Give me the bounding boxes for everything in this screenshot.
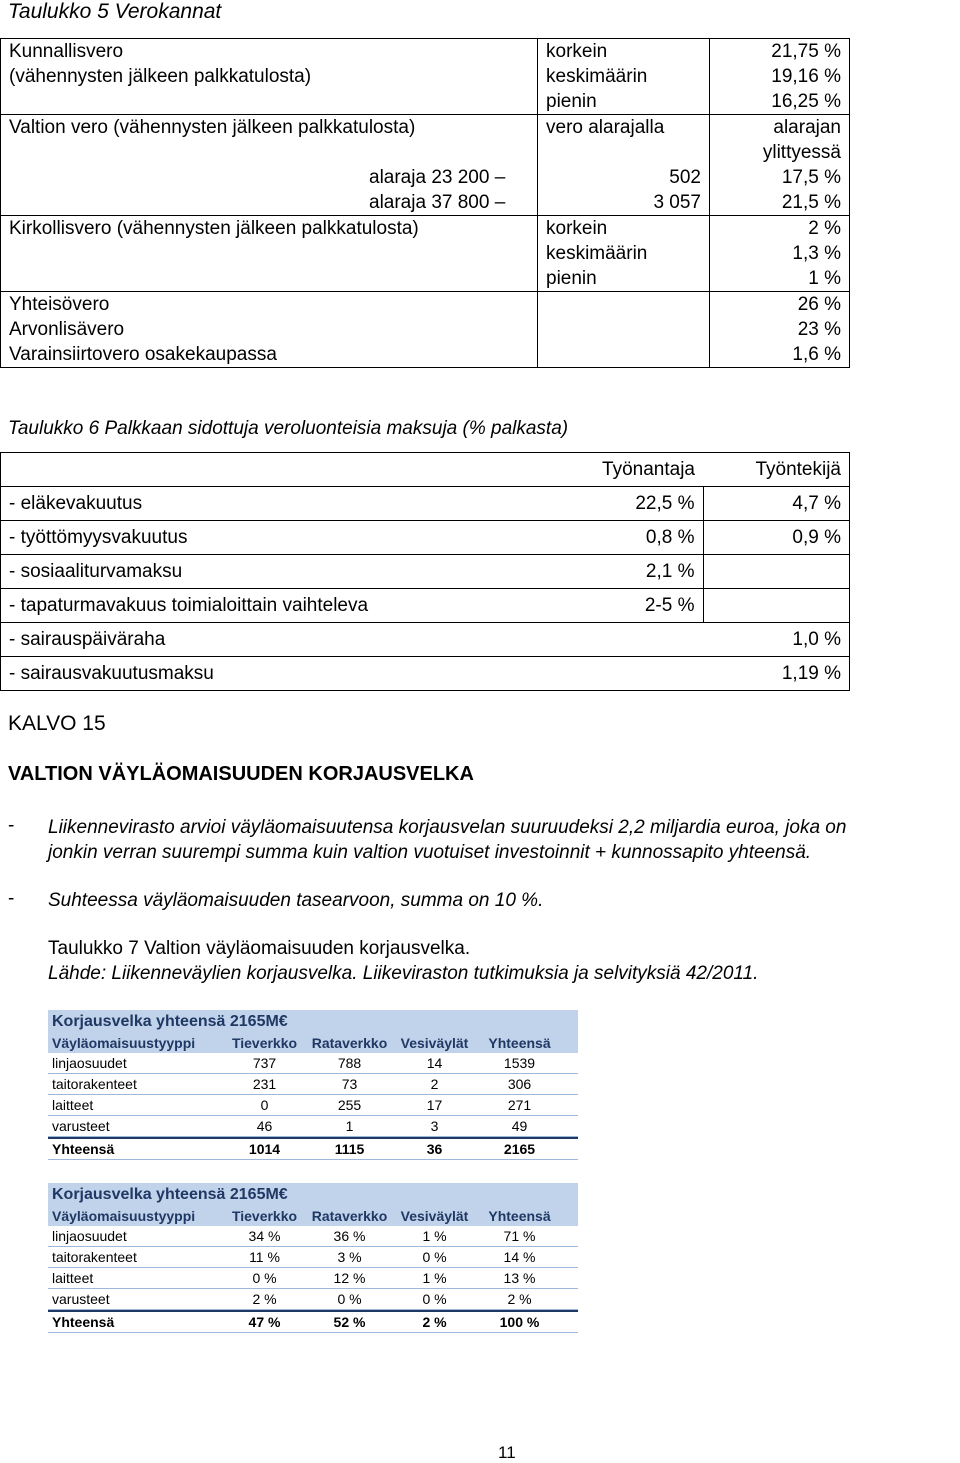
cell: 737 [252,1055,277,1071]
cell: 12 % [333,1270,366,1286]
cell: 3 [430,1118,439,1134]
table-row [48,1289,578,1310]
cell: 271 [507,1097,532,1113]
table-cell [1,453,558,487]
cell: 0 % [422,1291,447,1307]
pct-table-title: Korjausvelka yhteensä 2165M€ [48,1183,578,1206]
bullet-dash: - [8,815,15,836]
cell-text: alarajan [773,117,841,138]
header-cell: Tieverkko [231,1035,298,1051]
table-cell [710,39,850,115]
cell: Yhteensä [52,1141,115,1157]
cell-text: 2 % [808,218,841,239]
cell-text: Kirkollisvero (vähennysten jälkeen palkkatulosta) [9,218,419,239]
cell-text: 1,6 % [792,344,841,365]
payroll-charges-table [0,452,850,691]
cell: linjaosuudet [52,1055,127,1071]
slide-label: KALVO 15 [8,712,106,735]
cell: taitorakenteet [52,1076,137,1092]
tax-rates-table [0,38,850,368]
cell: 14 [426,1055,443,1071]
header-employee: Työntekijä [703,453,850,487]
table-row [1,589,850,623]
cell: 2 [430,1076,439,1092]
cell: 0 % [422,1249,447,1265]
debt-percent-table [48,1183,578,1333]
pct-table-header [48,1206,578,1226]
table-cell [1,39,538,115]
cell: linjaosuudet [52,1228,127,1244]
table-row [1,115,850,216]
debt-table [48,1010,578,1160]
row-value: 1,19 % [703,657,850,691]
cell-text: korkein [546,41,608,62]
table-row [48,1268,578,1289]
table-row [48,1247,578,1268]
header-cell: Rataverkko [311,1035,388,1051]
cell: 2165 [503,1141,536,1157]
cell: 0 [260,1097,269,1113]
cell-text: Valtion vero (vähennysten jälkeen palkkatulosta) [9,117,416,138]
cell: 14 % [503,1249,536,1265]
cell-text: 17,5 % [781,167,841,188]
employer-value: 2-5 % [557,589,703,623]
table-row [1,39,850,115]
cell: 47 % [248,1314,281,1330]
header-cell: Väyläomaisuustyyppi [52,1208,196,1224]
cell-text: 1,3 % [792,243,841,264]
bullet-line: Suhteessa väyläomaisuuden tasearvoon, summa on 10 %. [48,890,544,911]
table-row [1,487,850,521]
table-cell [538,39,710,115]
header-cell: Rataverkko [311,1208,388,1224]
employee-value [703,589,850,623]
bullet-line: jonkin verran suurempi summa kuin valtion vuotuiset investoinnit + kunnossapito yhteensä. [48,842,812,863]
table-row [48,1116,578,1137]
cell-text: keskimäärin [546,66,648,87]
cell: 71 % [503,1228,536,1244]
cell-text: 21,75 % [771,41,841,62]
cell-text: 26 % [797,294,841,315]
table-cell [710,115,850,216]
table-cell [538,115,710,216]
cell: 2 % [507,1291,532,1307]
cell: Yhteensä [52,1314,115,1330]
bullet-text [48,888,543,913]
cell: 11 % [249,1249,280,1265]
cell: 36 [426,1141,443,1157]
cell: 1 [345,1118,354,1134]
debt-table-title: Korjausvelka yhteensä 2165M€ [48,1010,578,1033]
cell: 0 % [337,1291,362,1307]
cell: 17 [426,1097,443,1113]
cell-text: Varainsiirtovero osakekaupassa [9,344,277,365]
cell: 46 [256,1118,273,1134]
cell-text: 21,5 % [781,192,841,213]
cell-text: pienin [546,91,597,112]
cell: 231 [252,1076,277,1092]
employee-value: 4,7 % [703,487,850,521]
employee-value [703,555,850,589]
bullet-dash: - [8,888,15,909]
table7-source: Lähde: Liikenneväylien korjausvelka. Liikeviraston tutkimuksia ja selvityksiä 42/2011. [48,963,759,984]
header-cell: Tieverkko [231,1208,298,1224]
row-label: - sosiaaliturvamaksu [1,555,558,589]
cell-text: vero alarajalla [546,117,665,138]
cell: varusteet [52,1118,110,1134]
cell: 1 % [422,1270,447,1286]
cell: 34 % [248,1228,281,1244]
cell: 1115 [334,1141,365,1157]
cell-text: 1 % [808,268,841,289]
cell-text: keskimäärin [546,243,648,264]
header-cell: Väyläomaisuustyyppi [52,1035,196,1051]
table-cell [1,115,538,216]
employer-value: 0,8 % [557,521,703,555]
employee-value: 0,9 % [703,521,850,555]
row-label: - sairausvakuutusmaksu [1,657,704,691]
table-row [48,1053,578,1074]
cell: 306 [507,1076,532,1092]
header-cell: Yhteensä [488,1208,551,1224]
total-row [48,1310,578,1333]
cell: 1014 [248,1141,281,1157]
cell-text: pienin [546,268,597,289]
cell: 36 % [333,1228,366,1244]
cell-text: 23 % [797,319,841,340]
debt-table-header [48,1033,578,1053]
cell-text [9,140,529,165]
table-cell [538,292,710,368]
cell-text: Kunnallisvero [9,41,124,62]
header-employer: Työnantaja [557,453,703,487]
table-cell [1,216,538,292]
cell: 49 [511,1118,528,1134]
bullet-text [48,815,846,865]
row-label: - työttömyysvakuutus [1,521,558,555]
cell: 0 % [252,1270,277,1286]
cell-text: 502 [669,167,701,188]
table-row [1,216,850,292]
table-row [1,657,850,691]
cell-text: Yhteisövero [9,294,110,315]
cell: varusteet [52,1291,110,1307]
bullet-line: Liikennevirasto arvioi väyläomaisuutensa korjausvelan suuruudeksi 2,2 miljardia euroa, joka on [48,817,847,838]
cell-text: Arvonlisävero [9,319,125,340]
cell-text: 3 057 [653,192,701,213]
cell: 100 % [499,1314,540,1330]
table5-title: Taulukko 5 Verokannat [8,0,222,23]
table6-title: Taulukko 6 Palkkaan sidottuja veroluonteisia maksuja (% palkasta) [8,418,569,439]
total-row [48,1137,578,1160]
table-header-row [1,453,850,487]
cell: 1 % [422,1228,447,1244]
page-number: 11 [498,1443,516,1462]
cell-text: alaraja 37 800 – [369,192,506,213]
table7-title: Taulukko 7 Valtion väyläomaisuuden korjausvelka. [48,938,471,959]
cell: 52 % [333,1314,366,1330]
table-cell [1,292,538,368]
cell: 2 % [422,1314,447,1330]
row-label: - sairauspäiväraha [1,623,704,657]
table-row [1,623,850,657]
cell-text: korkein [546,218,608,239]
cell-text: alaraja 23 200 – [369,167,506,188]
header-cell: Vesiväylät [400,1208,469,1224]
table-row [48,1074,578,1095]
cell-text: 16,25 % [771,91,841,112]
cell: laitteet [52,1097,94,1113]
table-row [48,1095,578,1116]
cell: 788 [337,1055,362,1071]
table-cell [710,292,850,368]
employer-value: 22,5 % [557,487,703,521]
cell: laitteet [52,1270,94,1286]
cell: 3 % [337,1249,362,1265]
row-value: 1,0 % [703,623,850,657]
table-row [1,521,850,555]
table-row [1,555,850,589]
cell-text: (vähennysten jälkeen palkkatulosta) [9,66,312,87]
section-heading: VALTION VÄYLÄOMAISUUDEN KORJAUSVELKA [8,763,474,785]
cell-text [546,140,701,165]
cell: 2 % [252,1291,277,1307]
cell: 73 [341,1076,358,1092]
cell: taitorakenteet [52,1249,137,1265]
table-row [48,1226,578,1247]
cell: 1539 [503,1055,536,1071]
row-label: - tapaturmavakuus toimialoittain vaihteleva [1,589,558,623]
table-row [1,292,850,368]
row-label: - eläkevakuutus [1,487,558,521]
employer-value: 2,1 % [557,555,703,589]
header-cell: Vesiväylät [400,1035,469,1051]
cell: 255 [337,1097,362,1113]
cell-text: ylittyessä [762,142,841,163]
cell: 13 % [503,1270,536,1286]
header-cell: Yhteensä [488,1035,551,1051]
table-cell [710,216,850,292]
cell-text: 19,16 % [771,66,841,87]
table-cell [538,216,710,292]
